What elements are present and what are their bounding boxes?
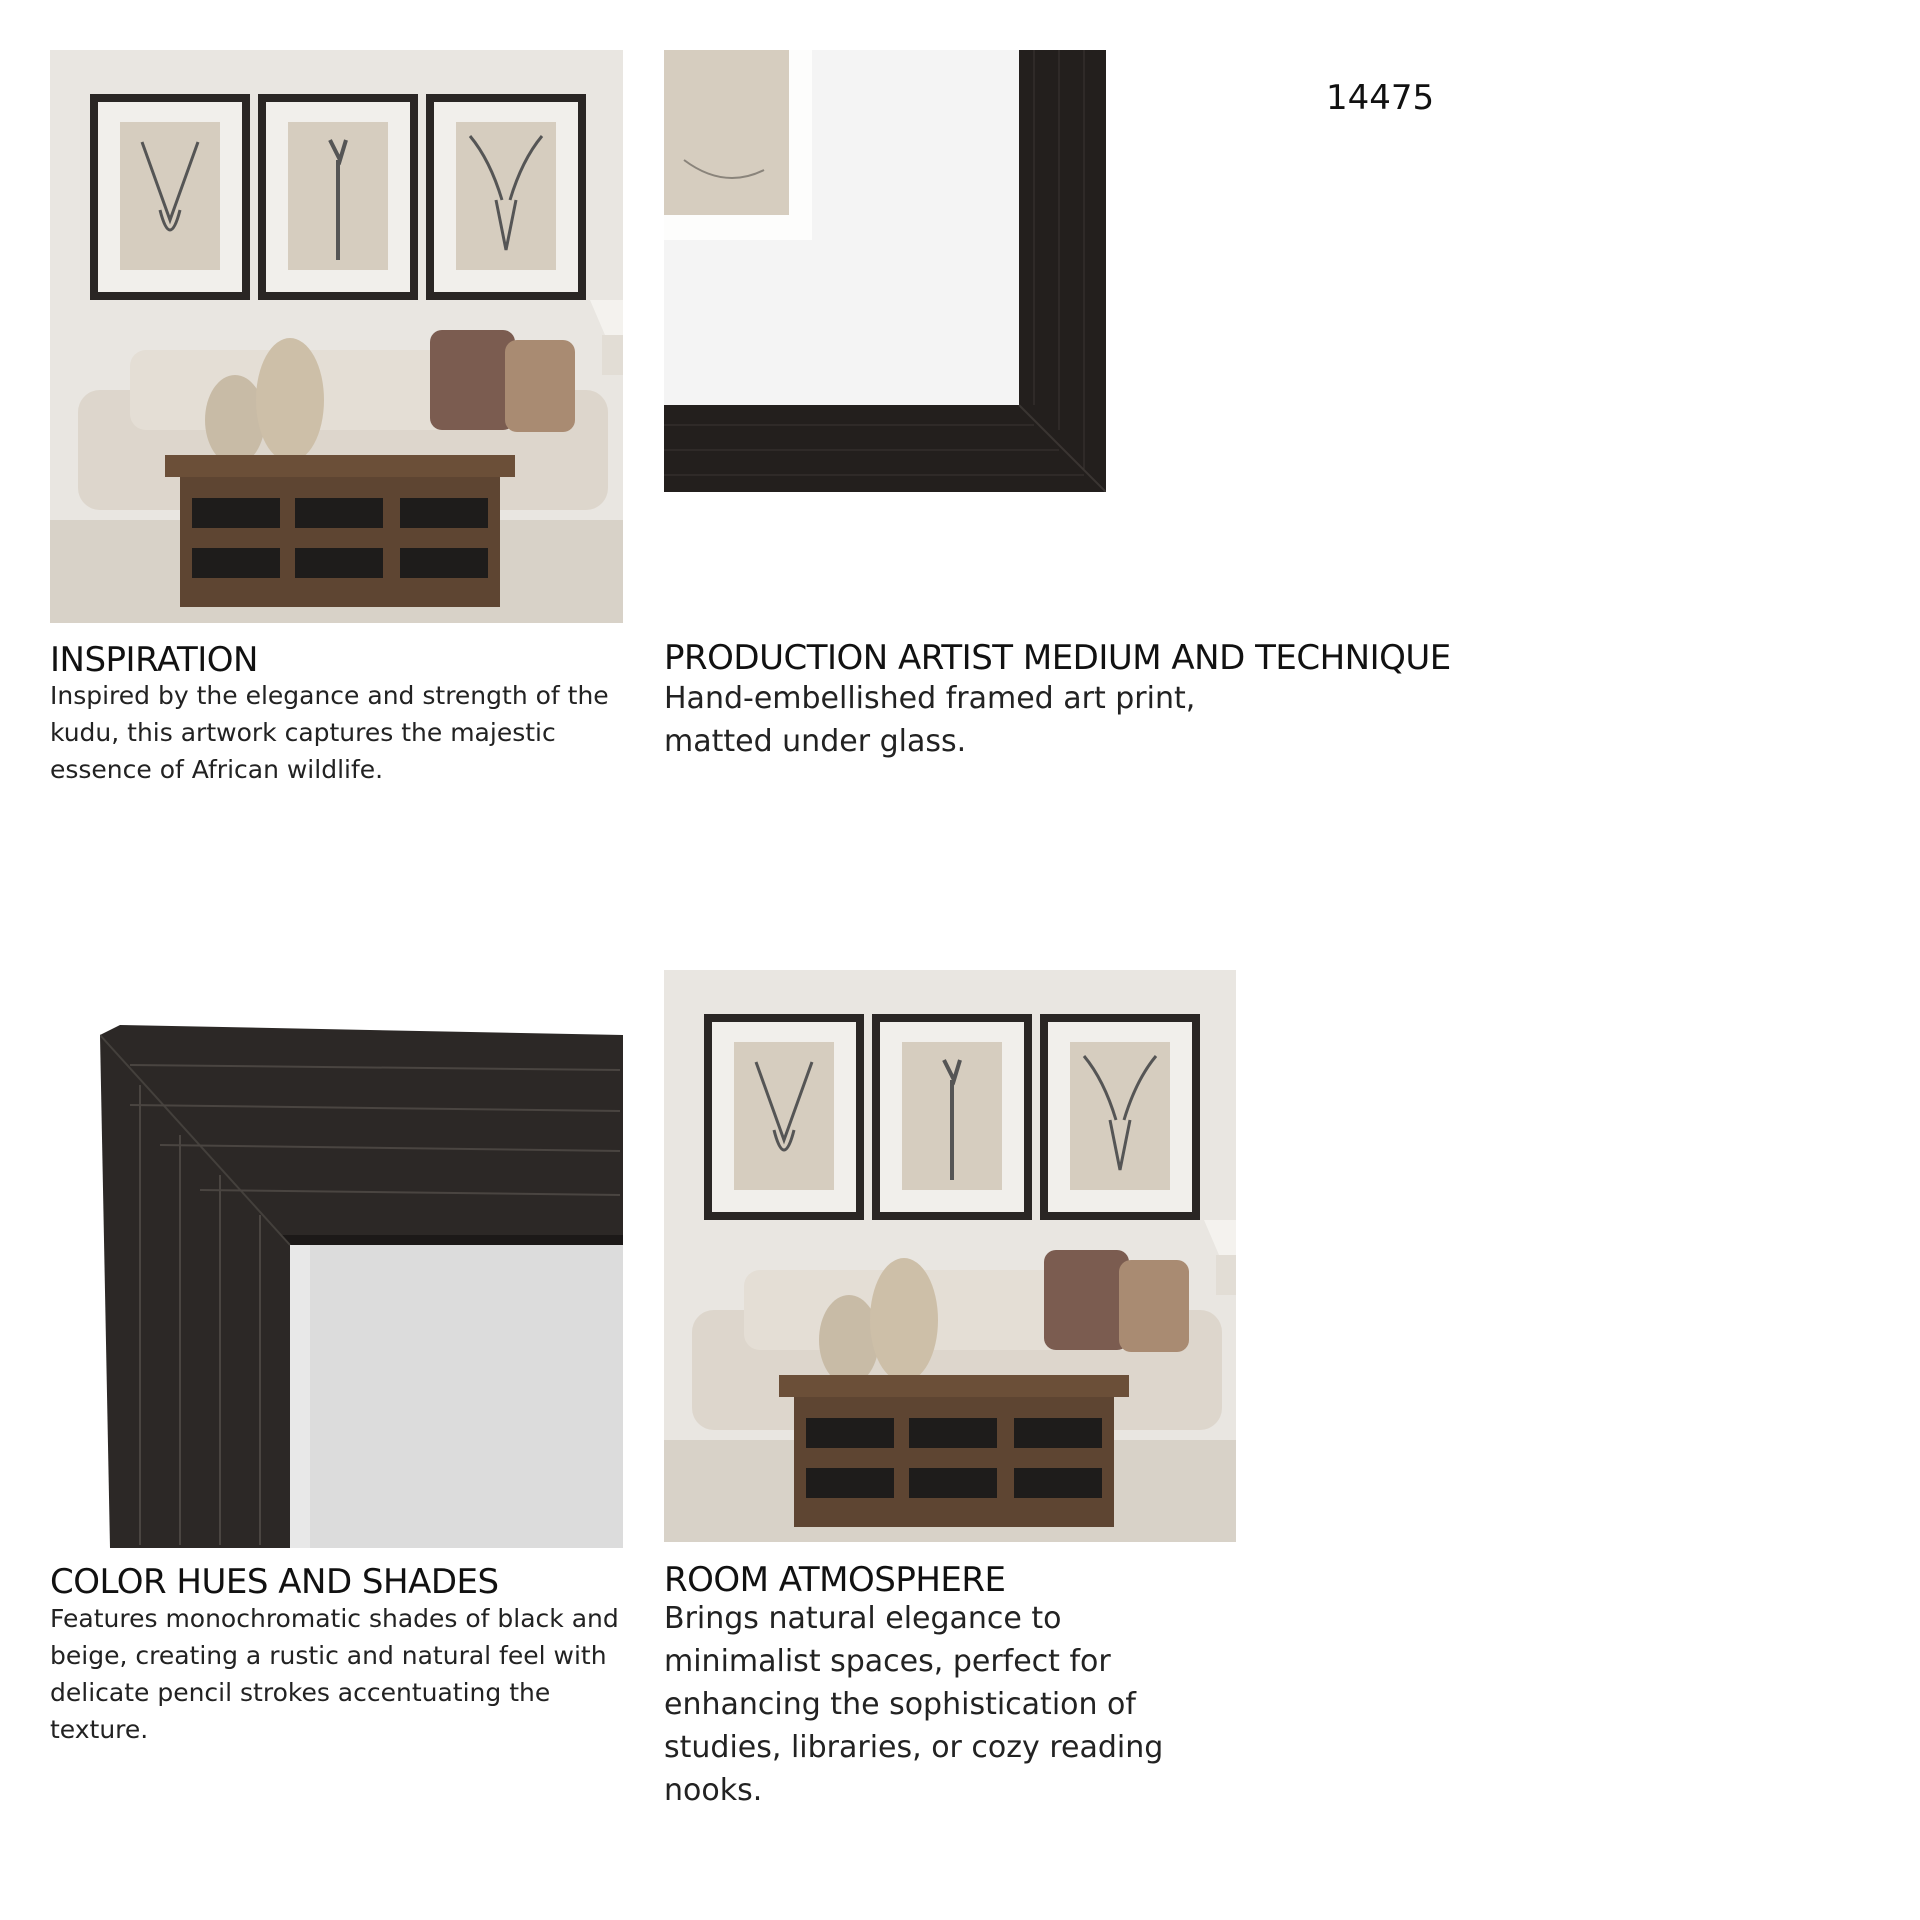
- room-body: Brings natural elegance to minimalist spaces, perfect for enhancing the sophistication of studies, libraries, or cozy reading nooks.: [664, 1601, 1164, 1808]
- frame-corner-closeup-image: [664, 50, 1106, 492]
- production-title: PRODUCTION ARTIST MEDIUM AND TECHNIQUE: [664, 638, 1451, 678]
- color-body: Features monochromatic shades of black and beige, creating a rustic and natural feel with delicate pencil strokes accentuating the texture.: [50, 1604, 619, 1744]
- frame-texture-closeup-image: [100, 1025, 623, 1548]
- production-body: Hand-embellished framed art print, matted under glass.: [664, 681, 1196, 759]
- inspiration-title: INSPIRATION: [50, 640, 258, 680]
- inspiration-body: Inspired by the elegance and strength of the kudu, this artwork captures the majestic essence of African wildlife.: [50, 681, 609, 784]
- product-code: 14475: [1326, 78, 1435, 118]
- room-atmosphere-image: [664, 970, 1236, 1542]
- room-scene-image: [50, 50, 623, 623]
- color-title: COLOR HUES AND SHADES: [50, 1562, 499, 1602]
- room-title: ROOM ATMOSPHERE: [664, 1560, 1006, 1600]
